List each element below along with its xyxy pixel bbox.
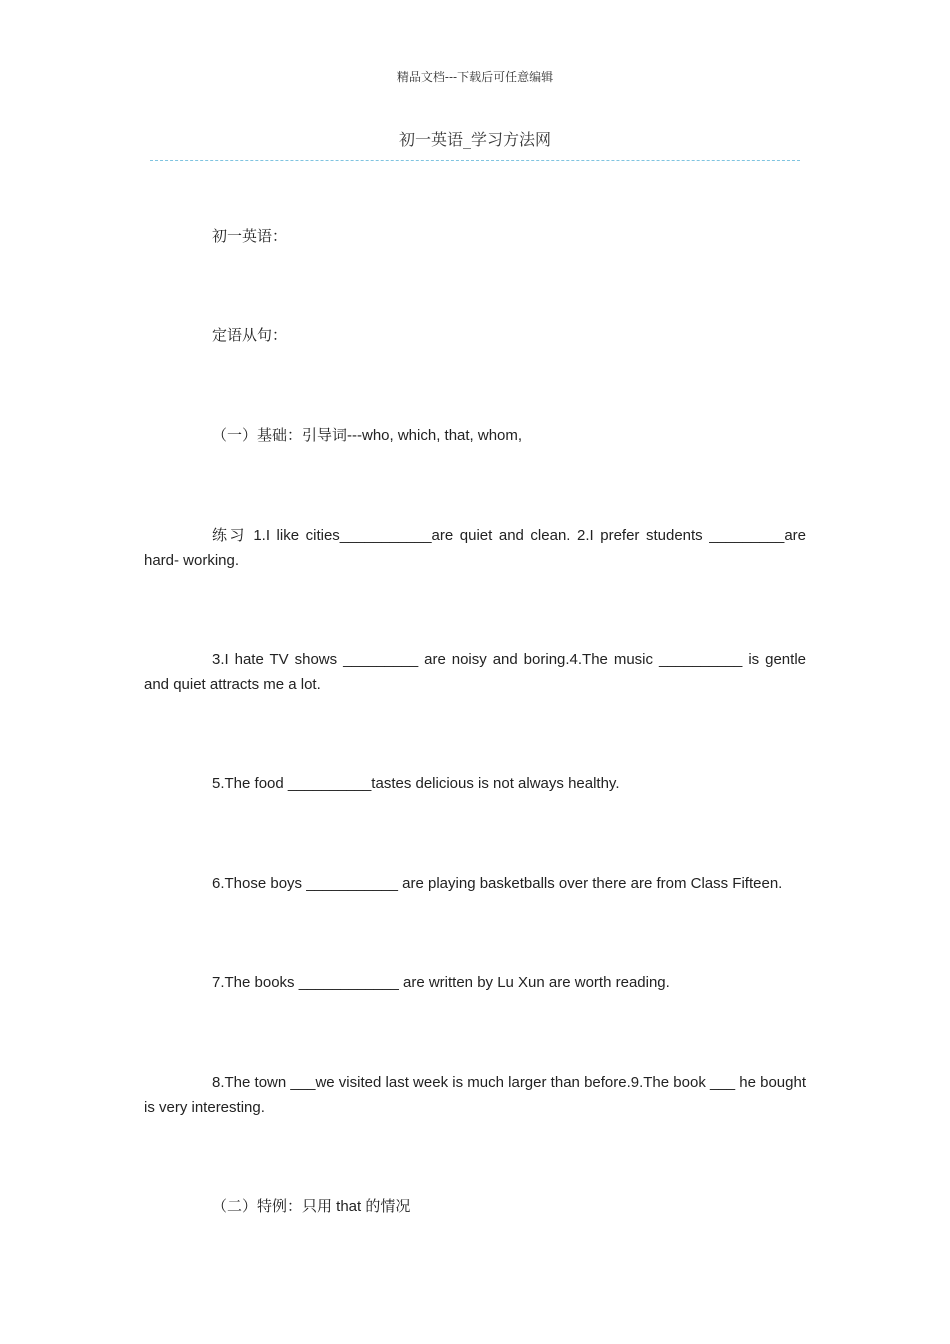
exercise-1-2: 练习 1.I like cities___________are quiet and clean. 2.I prefer students _________are hard- working.: [144, 527, 806, 569]
paragraph-subject: 初一英语：: [212, 227, 288, 245]
section-heading-basics: （一）基础：引导词---who, which, that, whom,: [212, 427, 523, 444]
exercise-5: 5.The food __________tastes delicious is not always healthy.: [212, 775, 620, 792]
section-heading-special-cases: （二）特例：只用 that 的情况: [212, 1198, 411, 1215]
exercise-8-9: 8.The town ___we visited last week is much larger than before.9.The book ___ he bought is very interesting.: [144, 1074, 806, 1116]
exercise-6: 6.Those boys ___________ are playing basketballs over there are from Class Fifteen.: [212, 875, 783, 892]
document-title: 初一英语_学习方法网: [398, 130, 551, 149]
exercise-7: 7.The books ____________ are written by Lu Xun are worth reading.: [212, 974, 670, 991]
exercise-3-4: 3.I hate TV shows _________ are noisy and boring.4.The music __________ is gentle and quiet attracts me a lot.: [144, 651, 806, 693]
paragraph-topic: 定语从句：: [212, 326, 288, 344]
page-header: 精品文档---下载后可任意编辑: [396, 70, 554, 84]
title-divider: [150, 160, 800, 161]
